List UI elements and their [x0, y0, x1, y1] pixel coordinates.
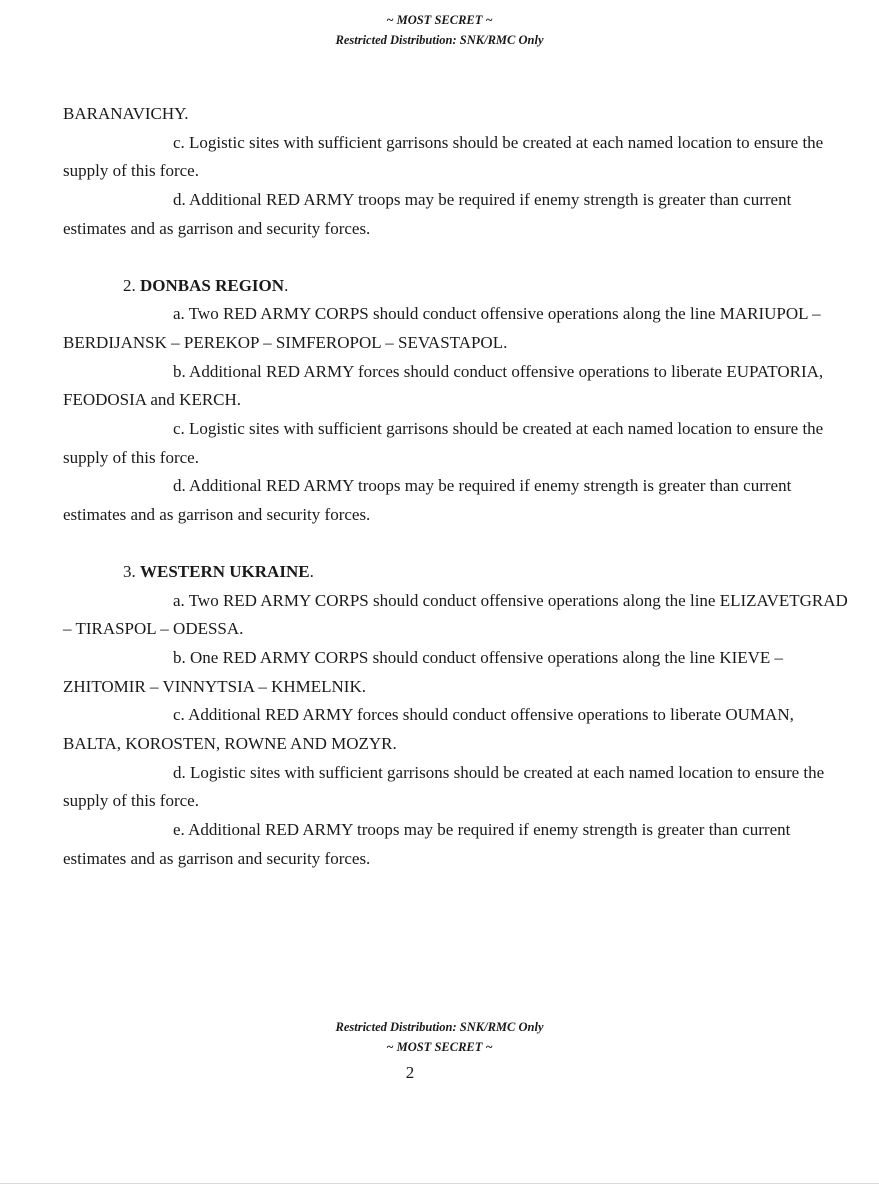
continuation-line: BARANAVICHY. [63, 104, 189, 123]
header-classification: ~ MOST SECRET ~ [386, 13, 493, 27]
list-item: d. Additional RED ARMY troops may be required if enemy strength is greater than current estimates and as garrison and security forces. [63, 476, 792, 525]
list-item: c. Logistic sites with sufficient garrisons should be created at each named location to ensure the supply of this force. [63, 419, 824, 467]
page-number: 2 [405, 1063, 415, 1082]
list-item: b. One RED ARMY CORPS should conduct offensive operations along the line KIEVE – ZHITOMIR – VINNYTSIA – KHMELNIK. [63, 647, 784, 696]
scan-edge-line [0, 1183, 879, 1184]
section-title: WESTERN UKRAINE [140, 561, 310, 581]
section-heading: 2. DONBAS REGION. [123, 275, 289, 295]
list-item: c. Additional RED ARMY forces should conduct offensive operations to liberate OUMAN, BALTA, KOROSTEN, ROWNE AND MOZYR. [63, 705, 794, 754]
section-title: DONBAS REGION [140, 275, 285, 295]
list-item: b. Additional RED ARMY forces should conduct offensive operations to liberate EUPATORIA, FEODOSIA and KERCH. [63, 361, 824, 410]
document-body [63, 100, 853, 874]
section-number: 2. [123, 275, 136, 295]
footer-classification: ~ MOST SECRET ~ [386, 1040, 493, 1054]
page-header [0, 10, 879, 50]
section-heading: 3. WESTERN UKRAINE. [123, 561, 314, 581]
list-item: a. Two RED ARMY CORPS should conduct offensive operations along the line ELIZAVETGRAD – TIRASPOL – ODESSA. [63, 590, 848, 639]
footer-distribution: Restricted Distribution: SNK/RMC Only [335, 1020, 544, 1034]
section-number: 3. [123, 561, 136, 581]
page-footer [0, 1017, 879, 1057]
list-item: c. Logistic sites with sufficient garrisons should be created at each named location to ensure the supply of this force. [63, 132, 824, 181]
list-item: d. Logistic sites with sufficient garrisons should be created at each named location to ensure the supply of this force. [63, 762, 825, 811]
header-distribution: Restricted Distribution: SNK/RMC Only [335, 33, 544, 47]
list-item: d. Additional RED ARMY troops may be required if enemy strength is greater than current estimates and as garrison and security forces. [63, 190, 792, 238]
list-item: e. Additional RED ARMY troops may be required if enemy strength is greater than current estimates and as garrison and security forces. [63, 820, 791, 868]
list-item: a. Two RED ARMY CORPS should conduct offensive operations along the line MARIUPOL – BERDIJANSK – PEREKOP – SIMFEROPOL – SEVASTAPOL. [63, 304, 821, 352]
